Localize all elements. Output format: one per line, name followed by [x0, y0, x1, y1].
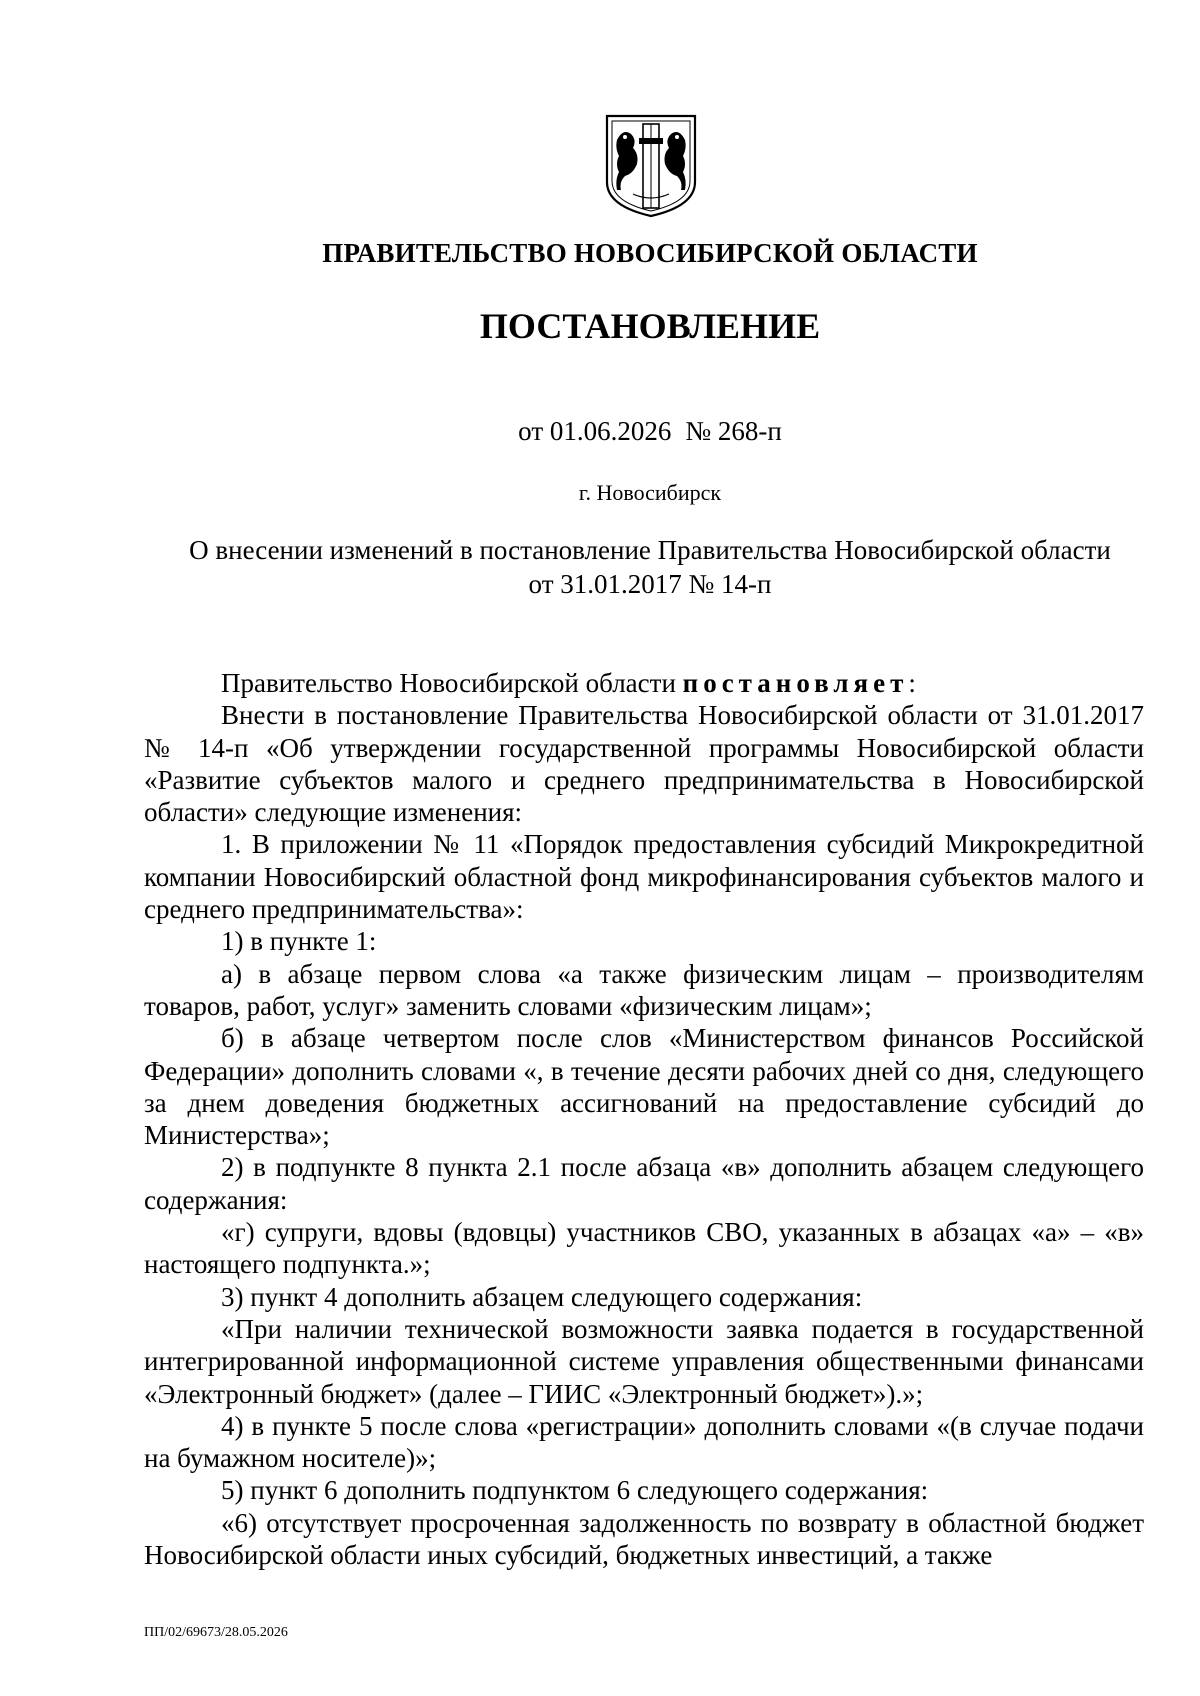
document-date: от 01.06.2026 [518, 416, 672, 446]
organization-title: ПРАВИТЕЛЬСТВО НОВОСИБИРСКОЙ ОБЛАСТИ [322, 238, 978, 268]
body-paragraph: 3) пункт 4 дополнить абзацем следующего содержания: [221, 1281, 863, 1312]
document-number: № 268-п [685, 416, 782, 446]
title-line: от 31.01.2017 № 14-п [528, 569, 772, 599]
body-paragraph: 4) в пункте 5 после слова «регистрации» дополнить словами «(в случае подачи на бумажном носителе)»; [144, 1410, 1144, 1474]
body-paragraph: «г) супруги, вдовы (вдовцы) участников СВО, указанных в абзацах «а» – «в» настоящего подпункта.»; [144, 1217, 1144, 1280]
body-paragraph: 1) в пункте 1: [221, 926, 377, 957]
intro-paragraph [144, 667, 1144, 699]
intro-suffix: : [908, 668, 916, 698]
body-paragraph: 1. В приложении № 11 «Порядок предоставления субсидий Микрокредитной компании Новосибирский областной фонд микрофинансирования субъектов малого и среднего предпринимательства»: [144, 829, 1144, 925]
coat-of-arms-icon [603, 110, 699, 220]
body-paragraph: а) в абзаце первом слова «а также физическим лицам – производителям товаров, работ, услуг» заменить словами «физическим лицам»; [144, 958, 1144, 1021]
body-paragraph: 5) пункт 6 дополнить подпунктом 6 следующего содержания: [221, 1475, 929, 1506]
body-paragraph: «При наличии технической возможности заявка подается в государственной интегрированной информационной системе управления общественными финансами «Электронный бюджет» (далее – ГИИС «Электронный бюджет»).»; [144, 1313, 1144, 1409]
document-body [144, 667, 1144, 1571]
city: г. Новосибирск [578, 480, 722, 505]
document-code: ПП/02/69673/28.05.2026 [144, 1625, 288, 1640]
document-title [150, 533, 1150, 601]
title-line: О внесении изменений в постановление Правительства Новосибирской области [189, 535, 1111, 565]
document-type: ПОСТАНОВЛЕНИЕ [479, 306, 821, 346]
body-paragraph: 2) в подпункте 8 пункта 2.1 после абзаца «в» дополнить абзацем следующего содержания: [144, 1152, 1144, 1215]
intro-action: постановляет [682, 668, 909, 698]
body-paragraph: б) в абзаце четвертом после слов «Министерством финансов Российской Федерации» дополнить словами «, в течение десяти рабочих дней со дня, следующего за днем доведения бюджетных ассигнований на предоставление субсидий до Министерства»; [144, 1023, 1144, 1151]
intro-prefix: Правительство Новосибирской области [221, 668, 676, 698]
body-paragraph: Внести в постановление Правительства Новосибирской области от 31.01.2017 № 14-п «Об утверждении государственной программы Новосибирской области «Развитие субъектов малого и среднего предпринимательства в Новосибирской области» следующие изменения: [144, 700, 1144, 828]
body-paragraph: «6) отсутствует просроченная задолженность по возврату в областной бюджет Новосибирской области иных субсидий, бюджетных инвестиций, а также [144, 1507, 1144, 1571]
date-number-line [0, 416, 1200, 447]
